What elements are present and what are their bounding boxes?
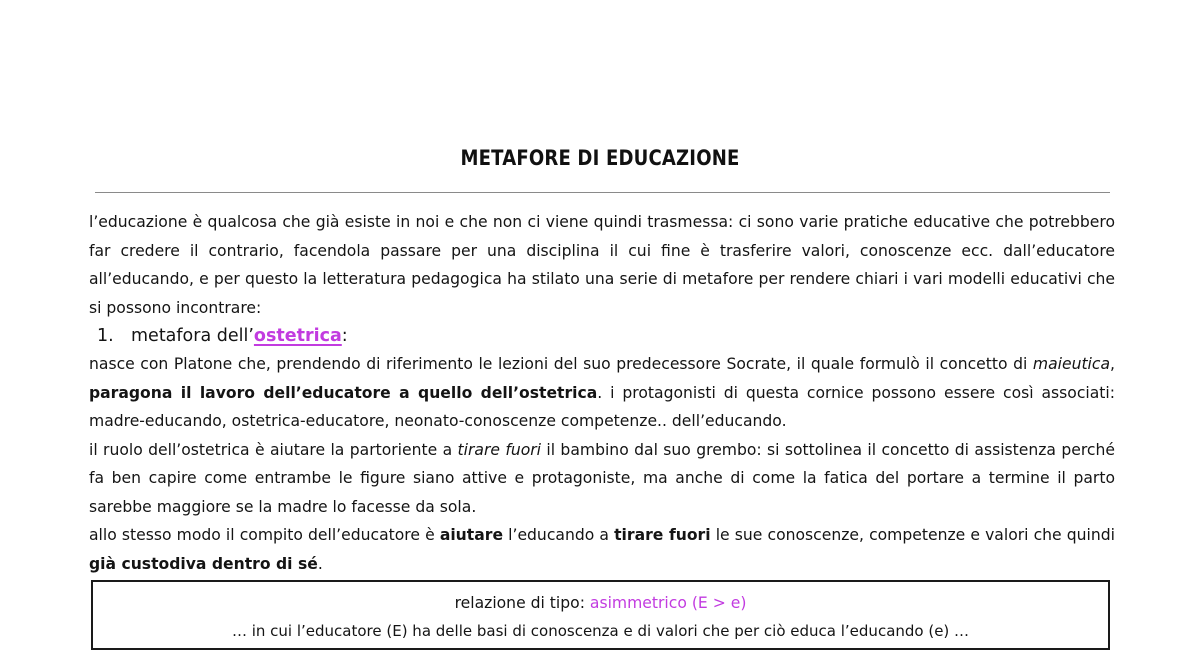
paragraph1-italic: maieutica	[1032, 355, 1111, 373]
paragraph1-bold: paragona il lavoro dell’educatore a quello dell’ostetrica	[89, 383, 598, 402]
intro-paragraph: l’educazione è qualcosa che già esiste in noi e che non ci viene quindi trasmessa: ci sono varie pratiche educative che potrebbero far credere il contrario, facendola passare per una disciplina il cui fine è trasferire valori, conoscenze ecc. dall’educatore all’educando, e per questo la letteratura pedagogica ha stilato una serie di metafore per rendere chiari i vari modelli educativi che si possono incontrare:	[89, 213, 1115, 317]
paragraph2-text-1: il ruolo dell’ostetrica è aiutare la partoriente a	[89, 440, 458, 459]
paragraph3-text-3: le sue conoscenze, competenze e valori che quindi	[710, 526, 1115, 544]
list-number: 1.	[97, 326, 114, 346]
paragraph1-text-1: nasce con Platone che, prendendo di riferimento le lezioni del suo predecessore Socrate, il quale formulò il concetto di	[89, 355, 1033, 373]
list-item-ostetrica	[89, 322, 1115, 350]
paragraph3-text-1: allo stesso modo il compito dell’educatore è	[89, 526, 440, 544]
paragraph3-text-2: l’educando a	[503, 526, 615, 544]
relation-box	[91, 580, 1110, 650]
paragraph3-bold-1: aiutare	[439, 526, 504, 544]
list-item-suffix: :	[341, 326, 348, 346]
relation-label: relazione di tipo:	[454, 594, 590, 612]
paragraph-compito	[89, 521, 1115, 578]
paragraph3-bold-3: già custodiva dentro di sé	[89, 554, 318, 573]
list-item-prefix: metafora dell’	[131, 326, 254, 346]
relation-box-line: … in cui l’educatore (E) ha delle basi di conoscenza e di valori che per ciò educa l’educando (e) …	[231, 622, 970, 640]
title-divider	[95, 192, 1110, 193]
ostetrica-term-link[interactable]: ostetrica	[253, 326, 342, 346]
paragraph3-text-4: .	[317, 554, 323, 573]
paragraph2-text-2: il bambino dal suo grembo: si sottolinea il concetto di assistenza perché fa ben capire come entrambe le figure siano attive e protagoniste, ma anche di come la fatica del portare a termine il parto sarebbe maggiore se la madre lo facesse da sola.	[89, 440, 1115, 516]
page-title: METAFORE DI EDUCAZIONE	[460, 146, 740, 170]
paragraph1-text-2: ,	[1110, 355, 1115, 373]
paragraph1-text-3: . i protagonisti di questa cornice possono essere così associati: madre-educando, ostetrica-educatore, neonato-conoscenze competenze.. dell’educando.	[89, 383, 1115, 430]
relation-box-title	[93, 594, 1108, 612]
relation-value: asimmetrico (E > e)	[589, 594, 747, 612]
paragraph-platone	[89, 350, 1115, 436]
paragraph2-italic: tirare fuori	[457, 440, 541, 459]
document-body	[89, 208, 1115, 578]
paragraph-ruolo	[89, 436, 1115, 522]
paragraph3-bold-2: tirare fuori	[614, 526, 711, 544]
